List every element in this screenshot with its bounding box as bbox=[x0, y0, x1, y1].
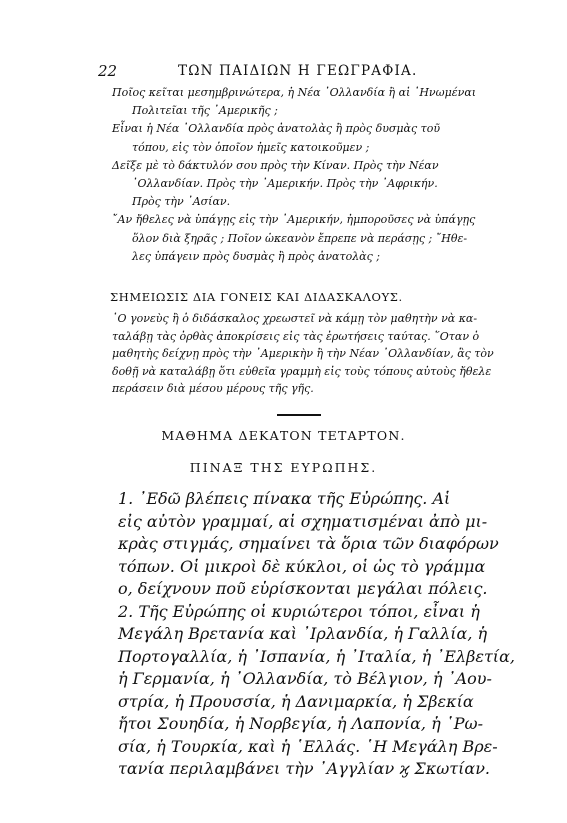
question-line: τόπου, εἰς τὸν ὁποῖον ἡμεῖς κατοικοῦμεν ; bbox=[132, 140, 370, 154]
body-line: ο, δείχνουν ποῦ εὑρίσκονται μεγάλαι πόλεις. bbox=[118, 579, 488, 598]
body-line: Πορτογαλλία, ἡ ᾿Ισπανία, ἡ ᾿Ιταλία, ἡ ᾿Ελβετία, bbox=[118, 646, 515, 666]
notes-line: δοθῇ νὰ καταλάβῃ ὅτι εὐθεῖα γραμμὴ εἰς τοὺς τόπους αὐτοὺς ἤθελε bbox=[112, 364, 492, 378]
notes-line: ταλάβῃ τὰς ὀρθὰς ἀποκρίσεις εἰς τὰς ἐρωτήσεις ταύτας. ῞Οταν ὁ bbox=[112, 329, 480, 343]
body-line: τόπων. Οἱ μικροὶ δὲ κύκλοι, οἱ ὡς τὸ γράμμα bbox=[118, 556, 486, 576]
question-line: Εἶναι ἡ Νέα ᾿Ολλανδία πρὸς ἀνατολὰς ἢ πρὸς δυσμὰς τοῦ bbox=[112, 122, 441, 136]
page-header bbox=[98, 62, 468, 82]
questions-block bbox=[112, 84, 482, 266]
section-divider bbox=[277, 414, 321, 416]
body-line: σία, ἡ Τουρκία, καὶ ἡ ῾Ελλάς. ῾Η Μεγάλη Βρε- bbox=[118, 736, 498, 756]
running-title: ΤΩΝ ΠΑΙΔΙΩΝ Η ΓΕΩΓΡΑΦΙΑ. bbox=[178, 63, 418, 79]
question-line: Πολιτεῖαι τῆς ᾿Αμερικῆς ; bbox=[132, 104, 278, 118]
body-line: στρία, ἡ Προυσσία, ἡ Δανιμαρκία, ἡ Σβεκία bbox=[118, 691, 474, 711]
body-line: εἰς αὐτὸν γραμμαί, αἱ σχηματισμέναι ἀπὸ μι- bbox=[118, 511, 488, 531]
lesson-heading: ΜΑΘΗΜΑ ΔΕΚΑΤΟΝ ΤΕΤΑΡΤΟΝ. bbox=[161, 428, 406, 443]
notes-line: περάσειν διὰ μέσου μέρους τῆς γῆς. bbox=[112, 382, 314, 396]
body-line: 1. ᾿Εδῶ βλέπεις πίνακα τῆς Εὐρώπης. Αἱ bbox=[118, 489, 451, 508]
notes-heading: ΣΗΜΕΙΩΣΙΣ ΔΙΑ ΓΟΝΕΙΣ ΚΑΙ ΔΙΔΑΣΚΑΛΟΥΣ. bbox=[110, 290, 403, 304]
lesson-subheading: ΠΙΝΑΞ ΤΗΣ ΕΥΡΩΠΗΣ. bbox=[189, 460, 378, 475]
body-line: Μεγάλη Βρετανία καὶ ᾿Ιρλανδία, ἡ Γαλλία, ἡ bbox=[118, 624, 488, 643]
body-line: ἤτοι Σουηδία, ἡ Νορβεγία, ἡ Λαπονία, ἡ ῾Ρω- bbox=[118, 714, 483, 733]
body-line: ἡ Γερμανία, ἡ ᾿Ολλανδία, τὸ Βέλγιον, ἡ ᾿Αου- bbox=[118, 669, 492, 688]
lesson-body bbox=[118, 488, 515, 781]
question-line: Ποῖος κεῖται μεσημβρινώτερα, ἡ Νέα ᾿Ολλανδία ἢ αἱ ῾Ηνωμέναι bbox=[112, 86, 477, 99]
question-line: λες ὑπάγειν πρὸς δυσμὰς ἢ πρὸς ἀνατολὰς ; bbox=[132, 249, 380, 263]
page-number: 22 bbox=[98, 62, 118, 80]
question-line: Δεῖξε μὲ τὸ δάκτυλόν σου πρὸς τὴν Κίναν. Πρὸς τὴν Νέαν bbox=[112, 158, 439, 172]
question-line: ὅλον διὰ ξηρᾶς ; Ποῖον ὠκεανὸν ἔπρεπε νὰ περάσῃς ; ῎Ηθε- bbox=[132, 231, 468, 245]
notes-line: ῾Ο γονεὺς ἢ ὁ διδάσκαλος χρεωστεῖ νὰ κάμῃ τὸν μαθητὴν νὰ κα- bbox=[112, 312, 478, 325]
question-line: ῎Αν ἤθελες νὰ ὑπάγῃς εἰς τὴν ᾿Αμερικήν, ἠμποροῦσες νὰ ὑπάγῃς bbox=[112, 213, 476, 227]
question-line: Πρὸς τὴν ᾿Ασίαν. bbox=[132, 195, 231, 209]
body-line: κρὰς στιγμάς, σημαίνει τὰ ὅρια τῶν διαφόρων bbox=[118, 534, 499, 553]
body-line: 2. Τῆς Εὐρώπης οἱ κυριώτεροι τόποι, εἶναι ἡ bbox=[118, 601, 480, 621]
notes-line: μαθητὴς δείχνῃ πρὸς τὴν ᾿Αμερικὴν ἢ τὴν Νέαν ᾿Ολλανδίαν, ἂς τὸν bbox=[112, 347, 494, 361]
body-line: τανία περιλαμβάνει τὴν ᾿Αγγλίαν ϗ Σκωτίαν. bbox=[118, 759, 491, 778]
question-line: ᾿Ολλανδίαν. Πρὸς τὴν ᾿Αμερικήν. Πρὸς τὴν ᾿Αφρικήν. bbox=[132, 177, 438, 191]
notes-block bbox=[112, 310, 494, 398]
